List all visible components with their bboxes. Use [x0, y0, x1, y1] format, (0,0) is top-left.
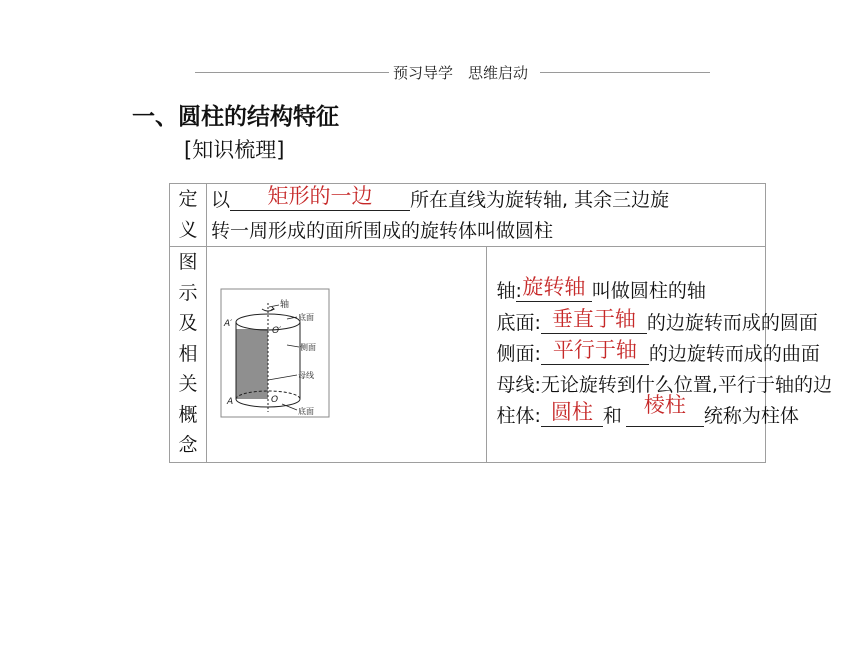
- label-char: 示: [178, 281, 198, 304]
- base-line-text: [496, 306, 818, 339]
- base-suffix: 的边旋转而成的圆面: [646, 311, 818, 334]
- answer-text: 平行于轴: [552, 338, 637, 363]
- label-char: 相: [178, 342, 198, 365]
- concepts-text: [491, 247, 832, 432]
- label-a-prime: A′: [224, 319, 233, 329]
- page-header: 预习导学 思维启动: [389, 62, 532, 83]
- definition-line-1: [211, 184, 765, 216]
- label-char: 及: [178, 312, 198, 334]
- definition-line1-rest: 所在直线为旋转轴, 其余三边旋: [410, 189, 670, 211]
- label-side: 侧面: [300, 343, 316, 352]
- answer-blank: [541, 400, 603, 427]
- generatrix-line-text: 母线:无论旋转到什么位置,平行于轴的边: [496, 373, 832, 396]
- label-bottom-base: 底面: [298, 407, 314, 416]
- answer-text: 旋转轴: [522, 275, 586, 299]
- header-rule-right: [540, 72, 710, 73]
- axis-suffix: 叫做圆柱的轴: [591, 280, 706, 302]
- body-line-text: [496, 393, 799, 432]
- base-prefix: 底面:: [496, 311, 541, 334]
- concepts-cell: [486, 247, 832, 463]
- answer-blank: [230, 184, 410, 211]
- label-o: O: [271, 395, 279, 405]
- definition-label: [170, 184, 207, 247]
- body-prefix: 柱体:: [496, 405, 541, 428]
- label-top-base: 底面: [298, 313, 314, 322]
- label-char: 概: [178, 403, 198, 426]
- definition-content: [207, 184, 766, 247]
- answer-text: 矩形的一边: [267, 184, 373, 208]
- header-rule-left: [195, 72, 395, 73]
- side-prefix: 侧面:: [496, 343, 541, 366]
- label-char: 义: [178, 218, 198, 241]
- subheading: [知识梳理]: [184, 138, 285, 162]
- label-axis: 轴: [280, 300, 290, 310]
- answer-text: 圆柱: [550, 400, 593, 425]
- section-title: 一、圆柱的结构特征: [132, 104, 339, 130]
- axis-line-text: [497, 275, 766, 307]
- side-line-text: [496, 338, 820, 370]
- diagram-row: [170, 247, 766, 463]
- answer-blank: [541, 307, 647, 334]
- shaded-rectangle: [236, 329, 268, 399]
- label-char: 关: [178, 373, 198, 395]
- answer-blank: [541, 338, 649, 365]
- definition-prefix: 以: [211, 189, 231, 211]
- figure-cell: [207, 247, 487, 463]
- diagram-label: [170, 247, 207, 463]
- label-o-prime: O′: [272, 326, 282, 336]
- label-char: 定: [178, 188, 198, 210]
- body-mid: 和: [602, 405, 622, 428]
- cylinder-figure: [207, 247, 371, 457]
- label-a: A: [227, 397, 234, 407]
- definition-row: [170, 184, 766, 247]
- answer-blank: [626, 393, 704, 427]
- figure-wrap: [207, 247, 486, 457]
- label-generatrix: 母线: [298, 371, 314, 380]
- label-char: 念: [178, 434, 198, 456]
- axis-prefix: 轴:: [496, 280, 522, 302]
- knowledge-table: [169, 183, 832, 463]
- answer-blank: [516, 275, 592, 302]
- answer-text: 棱柱: [643, 393, 686, 418]
- side-suffix: 的边旋转而成的曲面: [648, 343, 820, 366]
- answer-text: 垂直于轴: [551, 306, 636, 331]
- definition-line-2: 转一周形成的面所围成的旋转体叫做圆柱: [211, 219, 554, 242]
- body-suffix: 统称为柱体: [703, 405, 799, 428]
- label-char: 图: [178, 251, 198, 273]
